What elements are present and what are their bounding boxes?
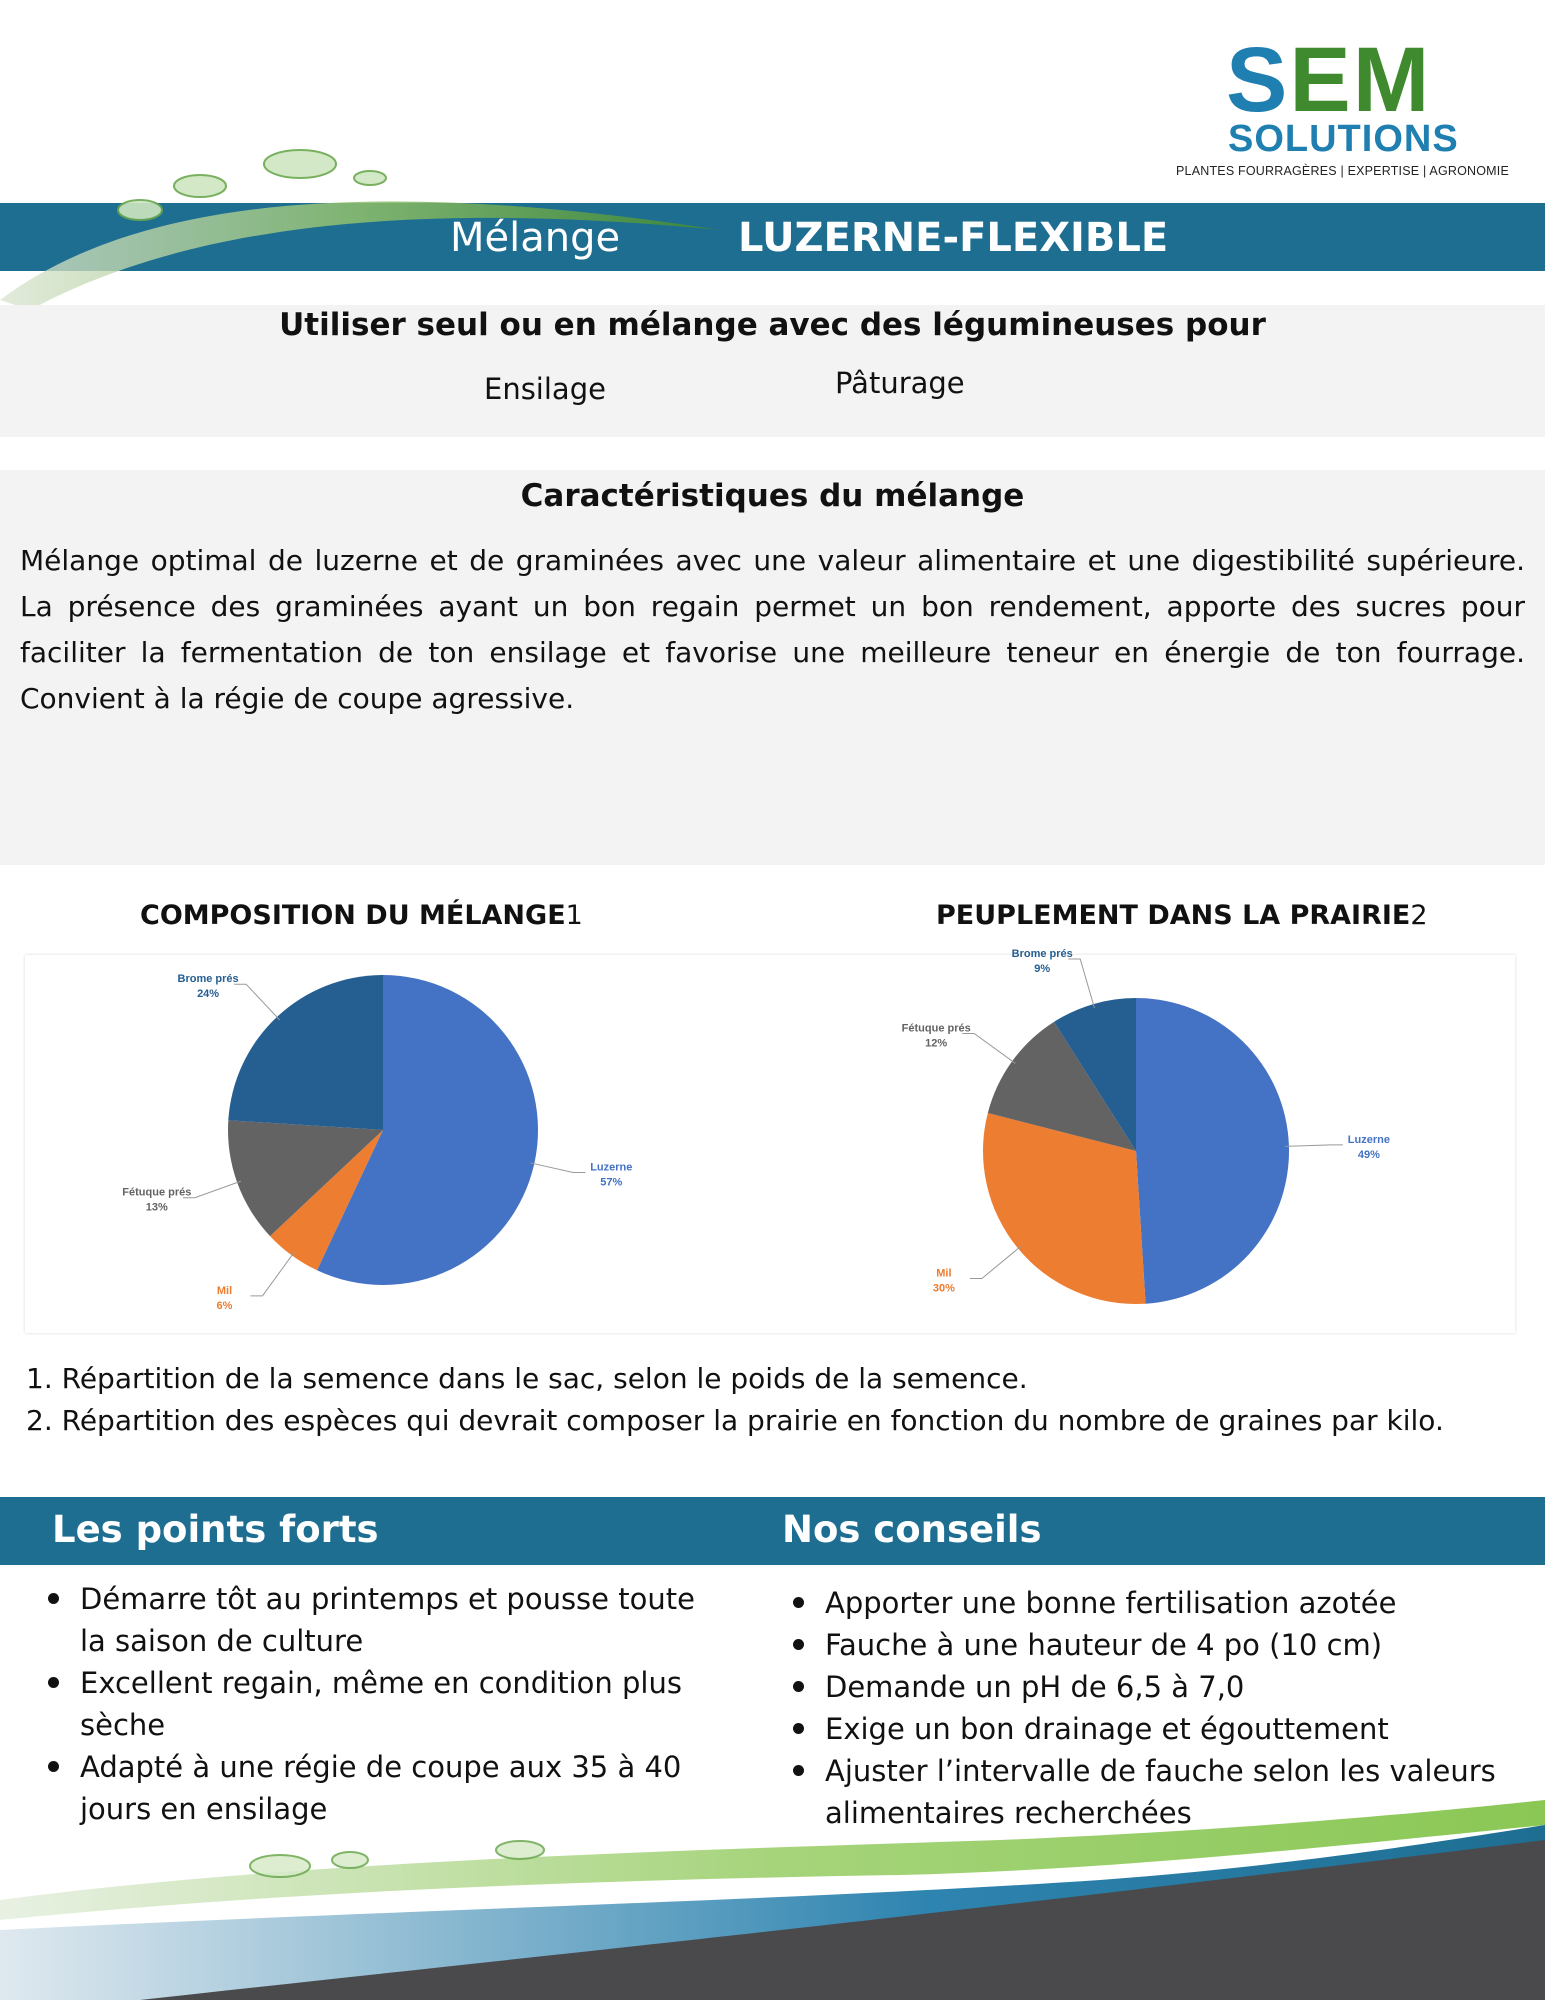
list-item: Fauche à une hauteur de 4 po (10 cm): [825, 1624, 1525, 1666]
pie-category-label: Brome prés: [177, 973, 239, 986]
pie-value-label: 49%: [1357, 1148, 1380, 1161]
logo-sem-text: SEM: [1226, 29, 1432, 131]
chart-title-text: COMPOSITION DU MÉLANGE: [140, 900, 566, 931]
usage-heading: Utiliser seul ou en mélange avec des légumineuses pour: [279, 307, 1266, 343]
characteristics-body: Mélange optimal de luzerne et de graminées avec une valeur alimentaire et une digestibilité supérieure. La présence des graminées ayant un bon regain permet un bon rendement, apporte des sucres pour faciliter la fermentation de ton ensilage et favorise une meilleure teneur en énergie de ton fourrage. Convient à la régie de coupe agressive.: [20, 544, 1525, 715]
points-forts-heading: Les points forts: [52, 1508, 379, 1551]
list-item: Démarre tôt au printemps et pousse toute la saison de culture: [80, 1578, 720, 1662]
pie-leader-line: [962, 1033, 1015, 1063]
pie-leader-line: [530, 1163, 585, 1173]
pie-value-label: 13%: [145, 1201, 168, 1214]
footer-decoration: [0, 1780, 1545, 2000]
pie-category-label: Mil: [216, 1284, 233, 1297]
pie-category-label: Fétuque prés: [901, 1022, 971, 1035]
list-item: Demande un pH de 6,5 à 7,0: [825, 1666, 1525, 1708]
pie-value-label: 24%: [197, 988, 220, 1001]
conseils-heading: Nos conseils: [782, 1508, 1042, 1551]
pie-category-label: Luzerne: [590, 1161, 633, 1174]
pie-value-label: 12%: [925, 1037, 948, 1050]
pie-slice-luzerne: [1136, 998, 1289, 1304]
chart-title-note: 1: [565, 900, 583, 931]
pie-leader-line: [234, 984, 280, 1020]
pie-value-label: 57%: [600, 1176, 623, 1189]
title-prefix: Mélange: [450, 215, 621, 261]
pie-charts: [25, 947, 1515, 1333]
pie-leader-line: [251, 1252, 295, 1296]
pie-value-label: 6%: [216, 1299, 233, 1312]
pie-value-label: 30%: [932, 1282, 955, 1295]
pie-leader-line: [970, 1246, 1021, 1279]
logo-solutions: SOLUTIONS: [1228, 118, 1459, 160]
footnotes: [26, 1358, 1444, 1442]
logo-tagline: PLANTES FOURRAGÈRES | EXPERTISE | AGRONOMIE: [1176, 164, 1509, 178]
list-item: Adapté à une régie de coupe aux 35 à 40 jours en ensilage: [80, 1746, 720, 1830]
pie-category-label: Fétuque prés: [122, 1186, 192, 1199]
pie-leader-line: [1285, 1145, 1343, 1146]
usage-item-paturage: Pâturage: [835, 366, 965, 400]
pie-category-label: Mil: [936, 1267, 952, 1280]
list-item: Apporter une bonne fertilisation azotée: [825, 1582, 1525, 1624]
usage-item-ensilage: Ensilage: [484, 372, 606, 406]
chart-title-note: 2: [1410, 900, 1428, 931]
pie-category-label: Brome prés: [1011, 947, 1073, 960]
characteristics-heading: Caractéristiques du mélange: [520, 478, 1025, 514]
pie-value-label: 9%: [1034, 962, 1051, 975]
pie-category-label: Luzerne: [1347, 1133, 1390, 1146]
logo-sem: [1226, 30, 1431, 130]
list-item: Ajuster l’intervalle de fauche selon les valeurs alimentaires recherchées: [825, 1750, 1525, 1834]
sem-solutions-logo: [1170, 30, 1520, 190]
footnote-1: 1. Répartition de la semence dans le sac, selon le poids de la semence.: [26, 1362, 1028, 1395]
grass-leaf-icon: [0, 150, 760, 310]
pie-leader-line: [183, 1181, 241, 1198]
product-name: LUZERNE-FLEXIBLE: [738, 215, 1169, 261]
chart-title-composition: [140, 900, 583, 931]
footnote-2: 2. Répartition des espèces qui devrait composer la prairie en fonction du nombre de graines par kilo.: [26, 1404, 1444, 1437]
chart-title-text: PEUPLEMENT DANS LA PRAIRIE: [936, 900, 1411, 931]
list-item: Excellent regain, même en condition plus sèche: [80, 1662, 720, 1746]
pie-leader-line: [1068, 959, 1094, 1008]
pie-slice-brome-pr-s: [228, 975, 383, 1130]
list-item: Exige un bon drainage et égouttement: [825, 1708, 1525, 1750]
chart-title-peuplement: [936, 900, 1428, 931]
